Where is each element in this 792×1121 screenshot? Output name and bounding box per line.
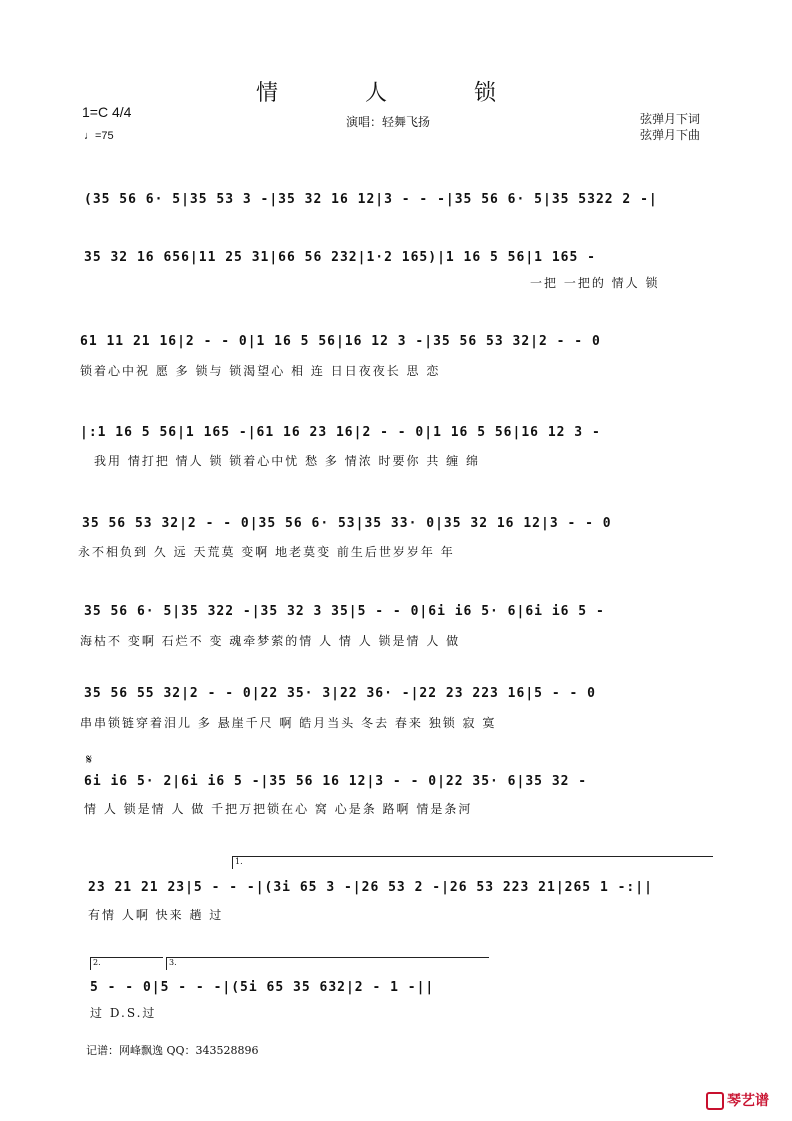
transcriber-credit: 记谱：网峰飘逸 QQ：343528896: [86, 1044, 259, 1057]
staff-line-10: 5 - - 0|5 - - -|(5i 65 35 632|2 - 1 -||: [90, 980, 435, 995]
logo-text: 琴艺谱: [727, 1093, 769, 1109]
staff-line-2: 35 32 16 656|11 25 31|66 56 232|1·2 165)|1 16 5 56|1 165 -: [84, 250, 596, 265]
lyric-line-4: 我用 情打把 情人 锁 锁着心中忧 愁 多 情浓 时要你 共 缠 绵: [94, 454, 480, 468]
key-signature: 1=C 4/4: [82, 104, 132, 120]
lyric-line-9: 有情 人啊 快来 趟 过: [88, 908, 224, 922]
staff-line-9: 23 21 21 23|5 - - -|(3i 65 3 -|26 53 2 -|26 53 223 21|265 1 -:||: [88, 880, 653, 895]
lyric-line-3: 锁着心中祝 愿 多 锁与 锁渴望心 相 连 日日夜夜长 思 恋: [80, 364, 441, 378]
ending-bracket-3: 3.: [166, 957, 489, 970]
staff-line-6: 35 56 6· 5|35 322 -|35 32 3 35|5 - - 0|6i i6 5· 6|6i i6 5 -: [84, 604, 605, 619]
lyric-line-10: 过 D.S.过: [90, 1006, 157, 1020]
staff-line-1: (35 56 6· 5|35 53 3 -|35 32 16 12|3 - - -|35 56 6· 5|35 5322 2 -|: [84, 192, 658, 207]
ending-bracket-1: 1.: [232, 856, 713, 869]
ending-bracket-2: 2.: [90, 957, 163, 970]
song-title: 情 人 锁: [256, 81, 536, 106]
lyric-line-2: 一把 一把的 情人 锁: [530, 276, 660, 290]
segno-sign: 𝄋: [86, 752, 93, 768]
lyric-line-8: 情 人 锁是情 人 做 千把万把锁在心 窝 心是条 路啊 情是条河: [84, 802, 473, 816]
lyric-line-7: 串串锁链穿着泪儿 多 悬崖千尺 啊 皓月当头 冬去 春来 独锁 寂 寞: [80, 716, 497, 730]
lyric-line-6: 海枯不 变啊 石烂不 变 魂牵梦萦的情 人 情 人 锁是情 人 做: [80, 634, 461, 648]
staff-line-4: |:1 16 5 56|1 165 -|61 16 23 16|2 - - 0|1 16 5 56|16 12 3 -: [80, 425, 601, 440]
lyric-line-5: 永不相负到 久 远 天荒莫 变啊 地老莫变 前生后世岁岁年 年: [78, 545, 455, 559]
staff-line-3: 61 11 21 16|2 - - 0|1 16 5 56|16 12 3 -|35 56 53 32|2 - - 0: [80, 334, 601, 349]
staff-line-7: 35 56 55 32|2 - - 0|22 35· 3|22 36· -|22 23 223 16|5 - - 0: [84, 686, 596, 701]
composer-credit: 弦弹月下曲: [640, 128, 701, 142]
staff-line-5: 35 56 53 32|2 - - 0|35 56 6· 53|35 33· 0|35 32 16 12|3 - - 0: [82, 516, 612, 531]
singer-credit: 演唱：轻舞飞扬: [346, 115, 431, 129]
logo-icon: [706, 1092, 724, 1110]
tempo-marking: ♩=75: [84, 130, 114, 142]
staff-line-8: 6i i6 5· 2|6i i6 5 -|35 56 16 12|3 - - 0|22 35· 6|35 32 -: [84, 774, 588, 789]
lyricist-credit: 弦弹月下词: [640, 112, 701, 126]
site-logo: [706, 1090, 769, 1110]
